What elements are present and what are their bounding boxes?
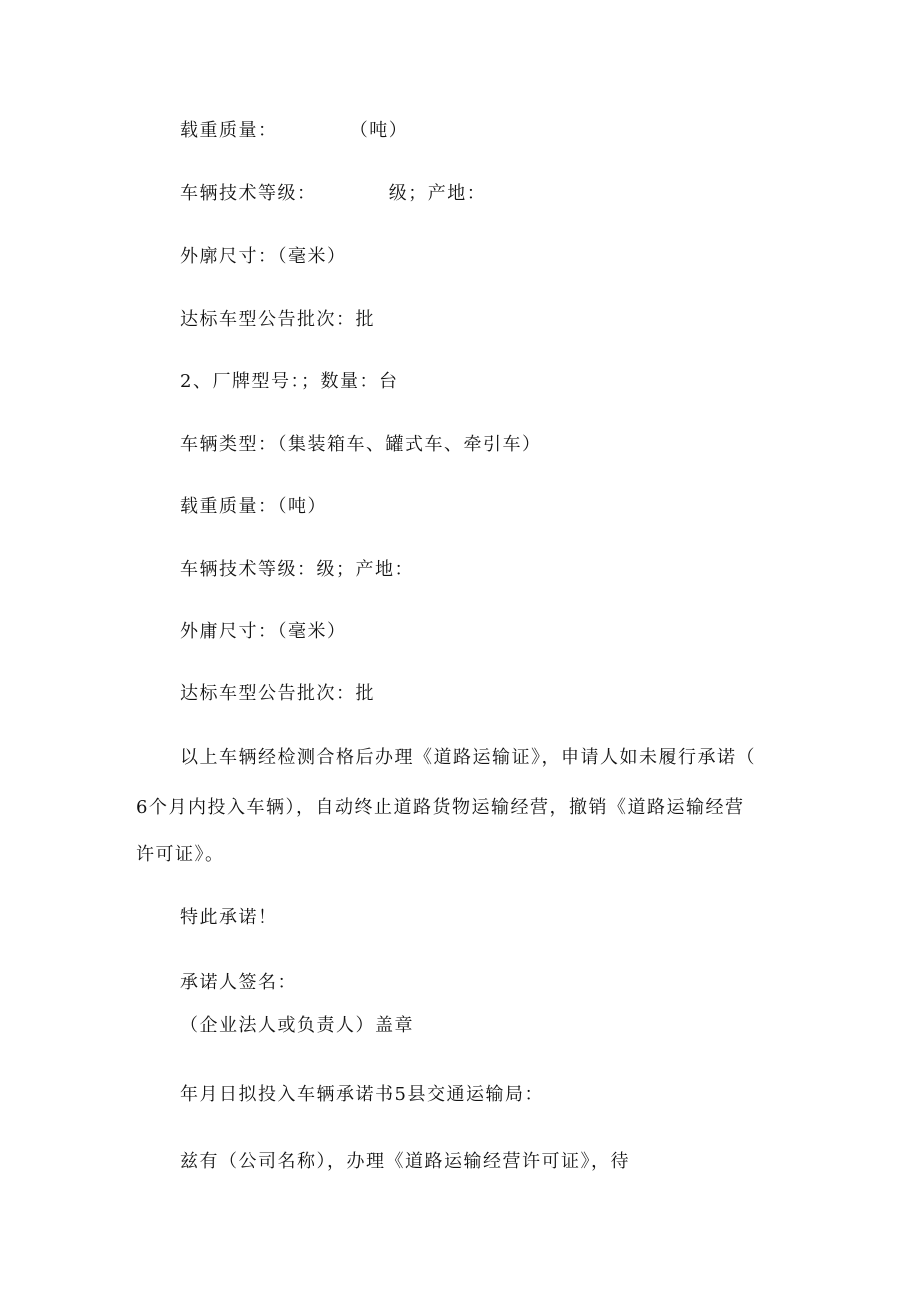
announcement-batch-line-2: 达标车型公告批次：批	[180, 683, 375, 704]
outer-dimensions-line-2: 外庸尺寸：（毫米）	[180, 621, 347, 642]
commitment-paragraph-line-1: 以上车辆经检测合格后办理《道路运输证》，申请人如未履行承诺（	[180, 747, 756, 768]
seal-note-line: （企业法人或负责人）盖章	[180, 1015, 414, 1036]
brand-model-line-2: 2、厂牌型号：；数量：台	[180, 371, 399, 392]
vehicle-grade-line-2: 车辆技术等级：级；产地：	[180, 559, 414, 580]
commitment-paragraph-line-3: 许可证》。	[136, 844, 225, 865]
date-and-recipient-line: 年月日拟投入车辆承诺书5县交通运输局：	[180, 1084, 544, 1105]
load-capacity-line-1: 载重质量： （吨）	[180, 120, 409, 141]
announcement-batch-line-1: 达标车型公告批次：批	[180, 309, 375, 330]
outer-dimensions-line-1: 外廓尺寸：（毫米）	[180, 246, 347, 267]
company-application-line: 兹有（公司名称），办理《道路运输经营许可证》，待	[180, 1151, 630, 1172]
hereby-commit-line: 特此承诺！	[180, 907, 278, 928]
signer-signature-line: 承诺人签名：	[180, 972, 297, 993]
commitment-paragraph-line-2: 6个月内投入车辆），自动终止道路货物运输经营，撤销《道路运输经营	[136, 797, 745, 818]
vehicle-type-line-2: 车辆类型：（集装箱车、罐式车、牵引车）	[180, 434, 542, 455]
vehicle-grade-line-1: 车辆技术等级： 级；产地：	[180, 183, 487, 204]
load-capacity-line-2: 载重质量：（吨）	[180, 496, 327, 517]
